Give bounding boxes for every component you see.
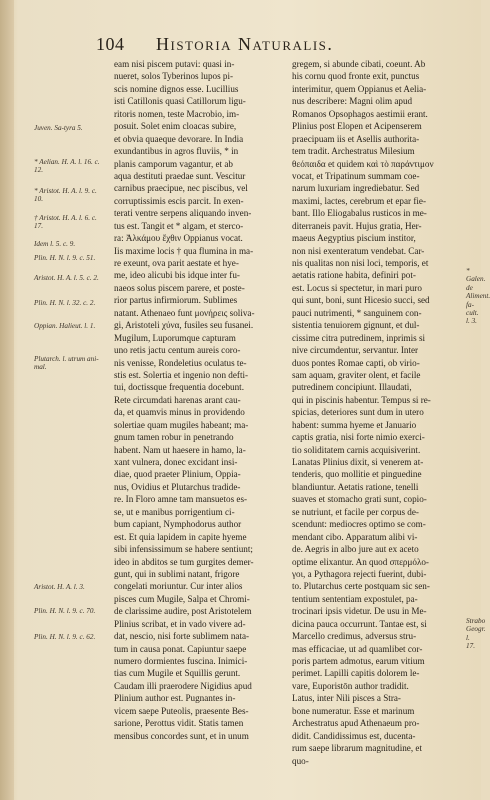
text-line: Mugilum, Luporumque capturam bbox=[114, 332, 236, 343]
text-line: duos pontes Romae capti, ob virio- bbox=[292, 357, 420, 368]
text-line: Archestratus apud Athenaeum pro- bbox=[292, 718, 420, 729]
text-line: interimitur, quem Oppianus et Aelia- bbox=[292, 83, 427, 94]
text-line: re. In Floro amne tam mansuetos es- bbox=[114, 494, 248, 505]
text-line: tem tradit. Archestratus Milesium bbox=[292, 146, 415, 157]
text-line: cissime citra putredinem, inprimis si bbox=[292, 332, 426, 343]
margin-note: * Aelian. H. A. l. 16. c. 12. bbox=[34, 158, 100, 175]
text-line: corruptissimis escis parcit. In exen- bbox=[114, 195, 244, 206]
text-line: nis venisse, Rondeletius oculatus te- bbox=[114, 357, 247, 368]
text-line: bant. Illo Eliogabalus rusticos in me- bbox=[292, 208, 427, 219]
text-line: captis gratia, nisi forte nimio exerci- bbox=[292, 432, 425, 443]
text-line: vicem saepe Puteolis, praesente Bes- bbox=[114, 705, 249, 716]
text-line: gnum tamen robur in penetrando bbox=[114, 432, 234, 443]
text-line: ritoris nomen, teste Macrobio, im- bbox=[114, 108, 240, 119]
margin-note: † Aristot. H. A. l. 6. c. 17. bbox=[34, 214, 97, 231]
left-text-column bbox=[114, 58, 286, 770]
text-line: habent: summa hyeme et Januario bbox=[292, 419, 417, 430]
margin-note: Plin. H. N. l. 9. c. 51. bbox=[34, 254, 96, 262]
margin-note: Plutarch. l. utrum ani-mal. bbox=[34, 355, 99, 372]
text-line: his cornu quod fronte exit, punctus bbox=[292, 71, 420, 82]
text-line: tentium sententiam expostulet, pa- bbox=[292, 593, 418, 604]
text-line: non nisi exenteratum vendebat. Car- bbox=[292, 245, 425, 256]
text-line: perimet. Lapilli capitis dolorem le- bbox=[292, 668, 420, 679]
text-line: planis camporum vagantur, et ab bbox=[114, 158, 233, 169]
text-line: gunt, qui in sublimi natant, frigore bbox=[114, 568, 240, 579]
text-line: natant. Athenaeo funt μονήρεις soliva- bbox=[114, 307, 255, 318]
right-text-column bbox=[292, 58, 464, 770]
text-line: rior partus infirmiorum. Sublimes bbox=[114, 295, 238, 306]
text-line: gi, Aristoteli χύνα, fusiles seu fusanei. bbox=[114, 320, 254, 331]
text-line: posuit. Solet enim cloacas subire, bbox=[114, 121, 237, 132]
text-line: trocinari ipsis videtur. De usu in Me- bbox=[292, 606, 427, 617]
text-line: re exeunt, ova parit aestate et hye- bbox=[114, 258, 239, 268]
text-line: spicias, deteriores sunt dum in utero bbox=[292, 407, 424, 418]
text-line: maeus Aegyptius piscium institor, bbox=[292, 233, 416, 244]
text-line: tum in causa ponat. Capiuntur saepe bbox=[114, 643, 247, 654]
text-line: exundantibus in agros fluviis, * in bbox=[114, 146, 239, 157]
text-line: solertiae quam mugiles habeant; ma- bbox=[114, 419, 249, 430]
text-line: narum luxuriam ingrediebatur. Sed bbox=[292, 183, 420, 194]
margin-note: * Galen. de Aliment. fa-cult. l. 3. bbox=[466, 267, 490, 326]
text-line: qui sunt, boni, sunt Hicesio succi, sed bbox=[292, 295, 430, 306]
text-line: Latus, inter Nili pisces a Stra- bbox=[292, 693, 401, 704]
text-line: Lanatas Plinius dixit, si venerem at- bbox=[292, 457, 424, 467]
text-line: me, ideo alicubi bis idque inter fu- bbox=[114, 270, 240, 281]
text-line: uno retis jactu centum aureis coro- bbox=[114, 345, 241, 356]
text-line: Plinius scribat, et in vado vivere ad- bbox=[114, 618, 246, 629]
text-line: nus describere: Magni olim apud bbox=[292, 96, 413, 107]
page-number: 104 bbox=[96, 34, 125, 54]
text-line: poris partem admotus, earum vitium bbox=[292, 656, 425, 666]
text-line: mensibus concordes sunt, et in unum bbox=[114, 730, 249, 741]
text-line: γοι, a Pythagora rejecti fuerint, dubi- bbox=[292, 568, 427, 579]
text-line: aetatis ratione habita, definiri pot- bbox=[292, 270, 416, 281]
page-header bbox=[96, 34, 456, 58]
text-line: dicina pauca occurrunt. Tantae est, si bbox=[292, 618, 427, 629]
text-line: sam aquam, graviter olent, et facile bbox=[292, 369, 421, 380]
text-line: ra: Ἀλκάμου ἔχθιν Oppianus vocat. bbox=[114, 233, 243, 244]
text-line: tenderis, quo mollitie et pinguedine bbox=[292, 469, 422, 480]
text-line: Rete circumdati harenas arant cau- bbox=[114, 394, 241, 405]
margin-note: Strabo Geogr. l. 17. bbox=[466, 617, 486, 651]
running-title: Historia Naturalis. bbox=[156, 34, 334, 54]
text-line: congelati moriuntur. Cur inter alios bbox=[114, 581, 243, 592]
text-line: se, ut e manibus porrigentium ci- bbox=[114, 506, 235, 517]
margin-note: Oppian. Halieut. l. 1. bbox=[34, 322, 96, 330]
text-line: diterraneis pavit. Hujus gratia, Her- bbox=[292, 220, 422, 231]
text-line: de. Aegris in albo jure aut ex aceto bbox=[292, 544, 419, 555]
text-line: tui, doctissque frequentia docebunt. bbox=[114, 382, 244, 393]
text-line: de clarissime audire, post Aristotelem bbox=[114, 606, 252, 617]
text-line: sistentia tenuiorem gignunt, et dul- bbox=[292, 320, 420, 331]
text-line: scis nomine dignos esse. Lucillius bbox=[114, 83, 239, 94]
text-line: numero dormientes fuscina. Inimici- bbox=[114, 656, 248, 666]
text-line: tio soliditatem carnis acquisiverint. bbox=[292, 444, 421, 455]
margin-note: Plin. H. N. l. 9. c. 70. bbox=[34, 607, 96, 615]
text-line: Plinium author est. Pugnantes in- bbox=[114, 693, 236, 704]
text-line: nive circumdentur, servantur. Inter bbox=[292, 345, 419, 356]
text-line: Romanos Opsophagos aestimii erant. bbox=[292, 108, 428, 119]
text-line: gregem, si abunde cibati, coeunt. Ab bbox=[292, 59, 426, 69]
text-line: bone numeratur. Esse et marinum bbox=[292, 705, 415, 716]
margin-note: * Aristot. H. A. l. 9. c. 10. bbox=[34, 187, 97, 204]
text-line: aqua destituti praedae sunt. Vescitur bbox=[114, 170, 246, 181]
text-line: rum saepe librarum magnitudine, et bbox=[292, 743, 422, 754]
text-line: stis est. Solertia et ingenio non defti- bbox=[114, 369, 249, 380]
text-line: θεόπαιδα et quidem καὶ τὸ παράντιμον bbox=[292, 158, 434, 169]
margin-note: Plin. H. N. l. 32. c. 2. bbox=[34, 299, 96, 307]
text-line: se nutriunt, et facile per corpus de- bbox=[292, 506, 419, 517]
text-line: scendunt: mediocres optimo se com- bbox=[292, 519, 426, 530]
text-line: dat, nescio, nisi forte sublimem nata- bbox=[114, 631, 250, 642]
page-gutter bbox=[0, 0, 14, 800]
text-line: suaves et stomacho grati sunt, copio- bbox=[292, 494, 427, 505]
text-line: nueret, solos Tyberinos lupos pi- bbox=[114, 71, 234, 82]
text-line: Caudam illi praerodere Nigidius apud bbox=[114, 680, 252, 691]
text-line: pisces cum Mugile, Salpa et Chromi- bbox=[114, 593, 250, 604]
text-line: isti Catillonis quasi Catillorum ligu- bbox=[114, 96, 246, 107]
text-line: didit. Candidissimus est, ducenta- bbox=[292, 730, 416, 741]
text-line: ideo in abditos se tum gurgites demer- bbox=[114, 556, 254, 567]
text-line: to. Plutarchus certe postquam sic sen- bbox=[292, 581, 430, 592]
margin-note: Aristot. H. A. l. 3. bbox=[34, 583, 85, 591]
margin-note: Juven. Sa-tyra 5. bbox=[34, 124, 83, 132]
text-line: Plinius post Elopen et Acipenserem bbox=[292, 121, 422, 132]
margin-note: Aristot. H. A. l. 5. c. 2. bbox=[34, 274, 99, 282]
text-line: mas efficaciae, ut ad quamlibet cor- bbox=[292, 643, 423, 654]
margin-note: Idem l. 5. c. 9. bbox=[34, 240, 76, 248]
text-line: da, et quamvis minus in providendo bbox=[114, 407, 245, 418]
text-line: Iis maxime locis † qua flumina in ma- bbox=[114, 245, 254, 256]
text-line: pauci nutrimenti, * sanguinem con- bbox=[292, 307, 422, 318]
text-line: terati ventre serpens aliquando inven- bbox=[114, 208, 252, 219]
text-line: praecipuam iis et Asellis authorita- bbox=[292, 133, 420, 144]
text-line: tias cum Mugile et Squillis gerunt. bbox=[114, 668, 241, 679]
text-line: mendant cibo. Apparatum alibi vi- bbox=[292, 531, 418, 542]
margin-note: Plin. H. N. l. 9. c. 62. bbox=[34, 633, 96, 641]
text-line: naeos solus piscem parere, et poste- bbox=[114, 282, 245, 293]
text-line: habent. Nam ut haesere in hamo, la- bbox=[114, 444, 246, 455]
text-line: est. Locus si spectetur, in mari puro bbox=[292, 282, 422, 293]
text-line: blandiuntur. Aetatis ratione, tenelli bbox=[292, 481, 419, 492]
text-line: est. Et quia lapidem in capite hyeme bbox=[114, 531, 247, 542]
text-line: sibi infensissimum se habere sentiunt; bbox=[114, 544, 253, 555]
text-line: diae, quod praeter Plinium, Oppia- bbox=[114, 469, 241, 480]
text-line: optime elixantur. An quod σπερμόλο- bbox=[292, 556, 429, 567]
text-line: et obvia quaeque devorare. In India bbox=[114, 133, 244, 144]
text-line: nis qualitas non nisi loci, temporis, et bbox=[292, 258, 429, 268]
text-line: quo- bbox=[292, 755, 309, 766]
text-line: maximi, lactes, cerebrum et epar fie- bbox=[292, 195, 427, 206]
text-line: putredinem concipiunt. Illaudati, bbox=[292, 382, 412, 393]
text-line: vare, Euporistōn author tradidit. bbox=[292, 680, 409, 691]
text-line: carnibus praecipue, nec piscibus, vel bbox=[114, 183, 248, 194]
text-line: Marcello credimus, adversus stru- bbox=[292, 631, 417, 642]
text-line: tus est. Tangit et * algam, et sterco- bbox=[114, 220, 244, 231]
text-line: bum capiant, Nymphodorus author bbox=[114, 519, 242, 530]
text-line: xant vulnera, donec excidant insi- bbox=[114, 457, 238, 467]
text-line: vocat, et Tripatinum summam coe- bbox=[292, 170, 420, 181]
text-line: eam nisi piscem putavi: quasi in- bbox=[114, 59, 235, 69]
text-line: qui in piscinis habentur. Tempus si re- bbox=[292, 394, 431, 405]
text-line: sarione, Perottus vidit. Statis tamen bbox=[114, 718, 244, 729]
text-line: nus, Ovidius et Plutarchus tradide- bbox=[114, 481, 241, 492]
